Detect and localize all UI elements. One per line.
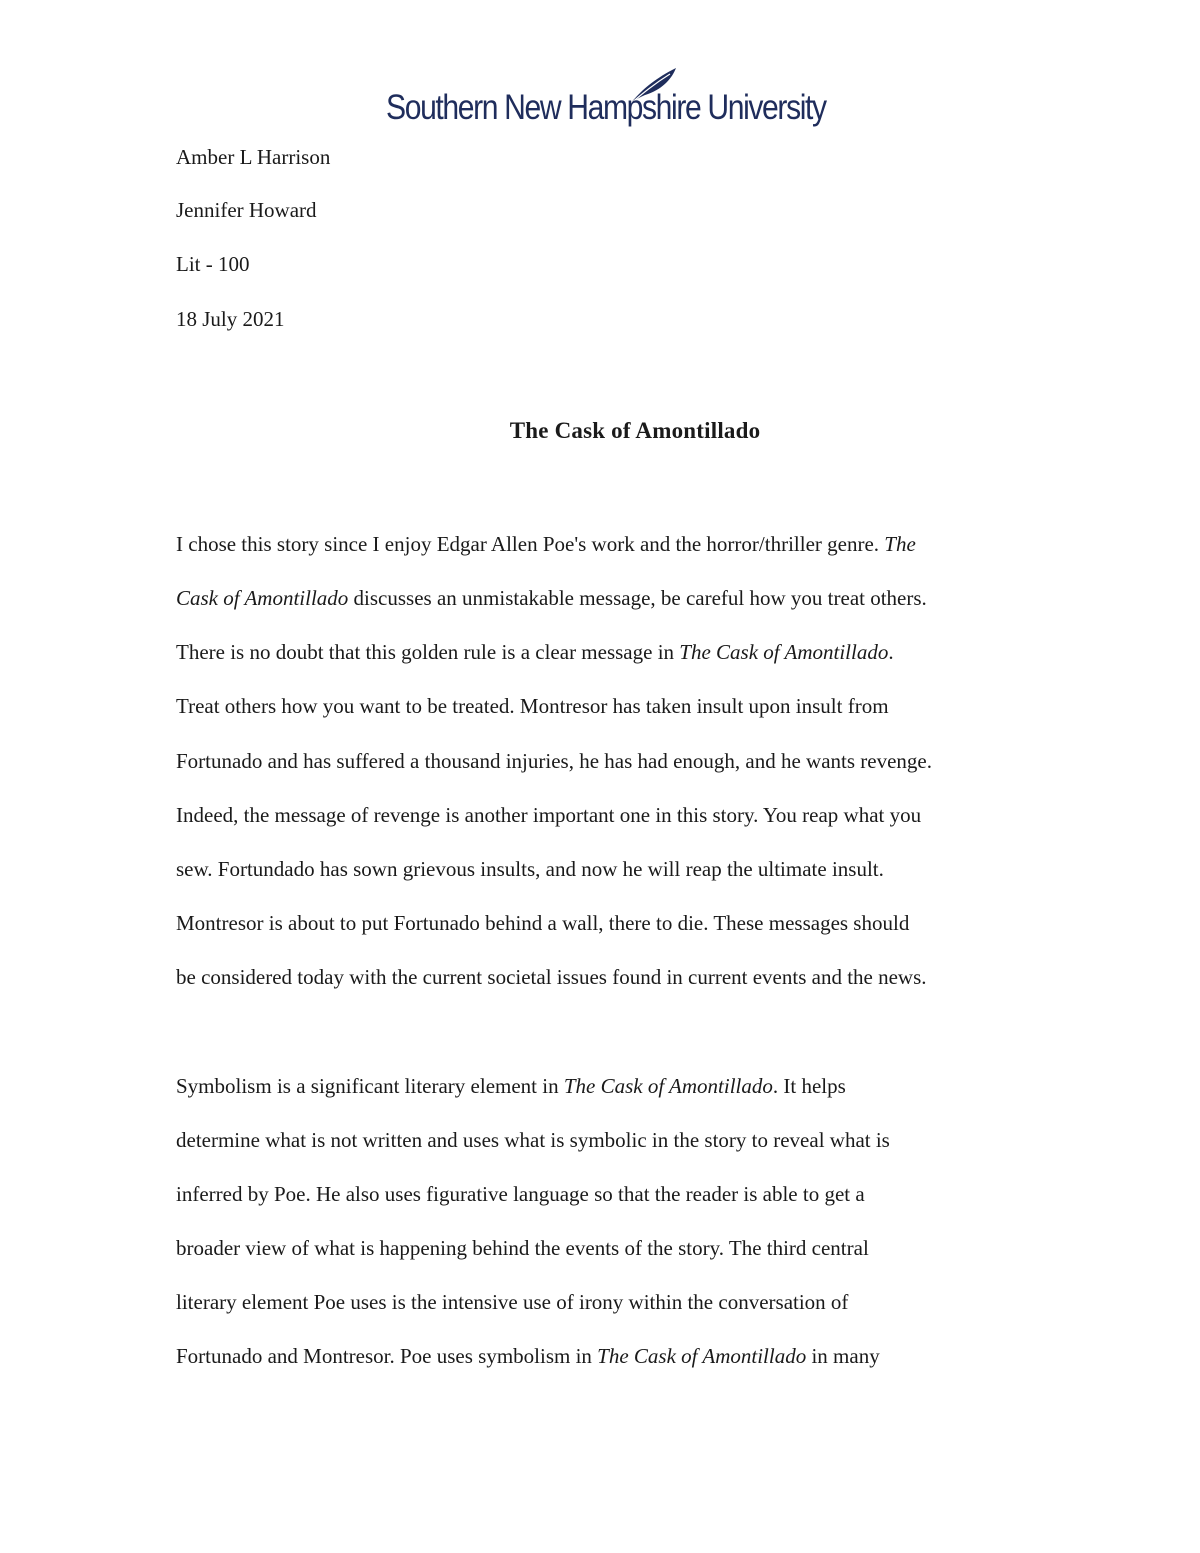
italic-title: Cask of Amontillado (176, 586, 349, 610)
paragraph-2-line: inferred by Poe. He also uses figurative language so that the reader is able to get a (176, 1182, 865, 1206)
paragraph-1-line: Treat others how you want to be treated. Montresor has taken insult upon insult from (176, 694, 889, 718)
italic-title: The Cask of Amontillado (597, 1344, 807, 1368)
paragraph-1-line: Cask of Amontillado discusses an unmistakable message, be careful how you treat others. (176, 586, 927, 610)
essay-title: The Cask of Amontillado (509, 418, 761, 443)
student-name: Amber L Harrison (176, 145, 331, 169)
paragraph-2-line: broader view of what is happening behind the events of the story. The third central (176, 1236, 869, 1260)
paragraph-2-line: Symbolism is a significant literary element in The Cask of Amontillado. It helps (176, 1074, 846, 1098)
instructor-name: Jennifer Howard (176, 198, 317, 222)
paragraph-2-line: determine what is not written and uses what is symbolic in the story to reveal what is (176, 1128, 890, 1152)
italic-title: The Cask of Amontillado (679, 640, 889, 664)
university-logo (386, 66, 826, 138)
paragraph-2-line: Fortunado and Montresor. Poe uses symbolism in The Cask of Amontillado in many (176, 1344, 880, 1368)
paragraph-1-line: sew. Fortundado has sown grievous insults, and now he will reap the ultimate insult. (176, 857, 884, 881)
italic-title: The (884, 532, 916, 556)
course-code: Lit - 100 (176, 252, 250, 276)
paragraph-1-line: Fortunado and has suffered a thousand injuries, he has had enough, and he wants revenge. (176, 749, 932, 773)
logo-wordmark: Southern New Hampshire University (386, 88, 826, 127)
paragraph-1-line: Montresor is about to put Fortunado behind a wall, there to die. These messages should (176, 911, 910, 935)
paragraph-1-line: be considered today with the current societal issues found in current events and the news. (176, 965, 927, 989)
paragraph-2-line: literary element Poe uses is the intensive use of irony within the conversation of (176, 1290, 849, 1314)
paragraph-1-line: I chose this story since I enjoy Edgar Allen Poe's work and the horror/thriller genre. The (176, 532, 916, 556)
italic-title: The Cask of Amontillado (563, 1074, 773, 1098)
paragraph-1-line: Indeed, the message of revenge is another important one in this story. You reap what you (176, 803, 922, 827)
paragraph-1-line: There is no doubt that this golden rule is a clear message in The Cask of Amontillado. (176, 640, 894, 664)
date: 18 July 2021 (176, 307, 285, 331)
